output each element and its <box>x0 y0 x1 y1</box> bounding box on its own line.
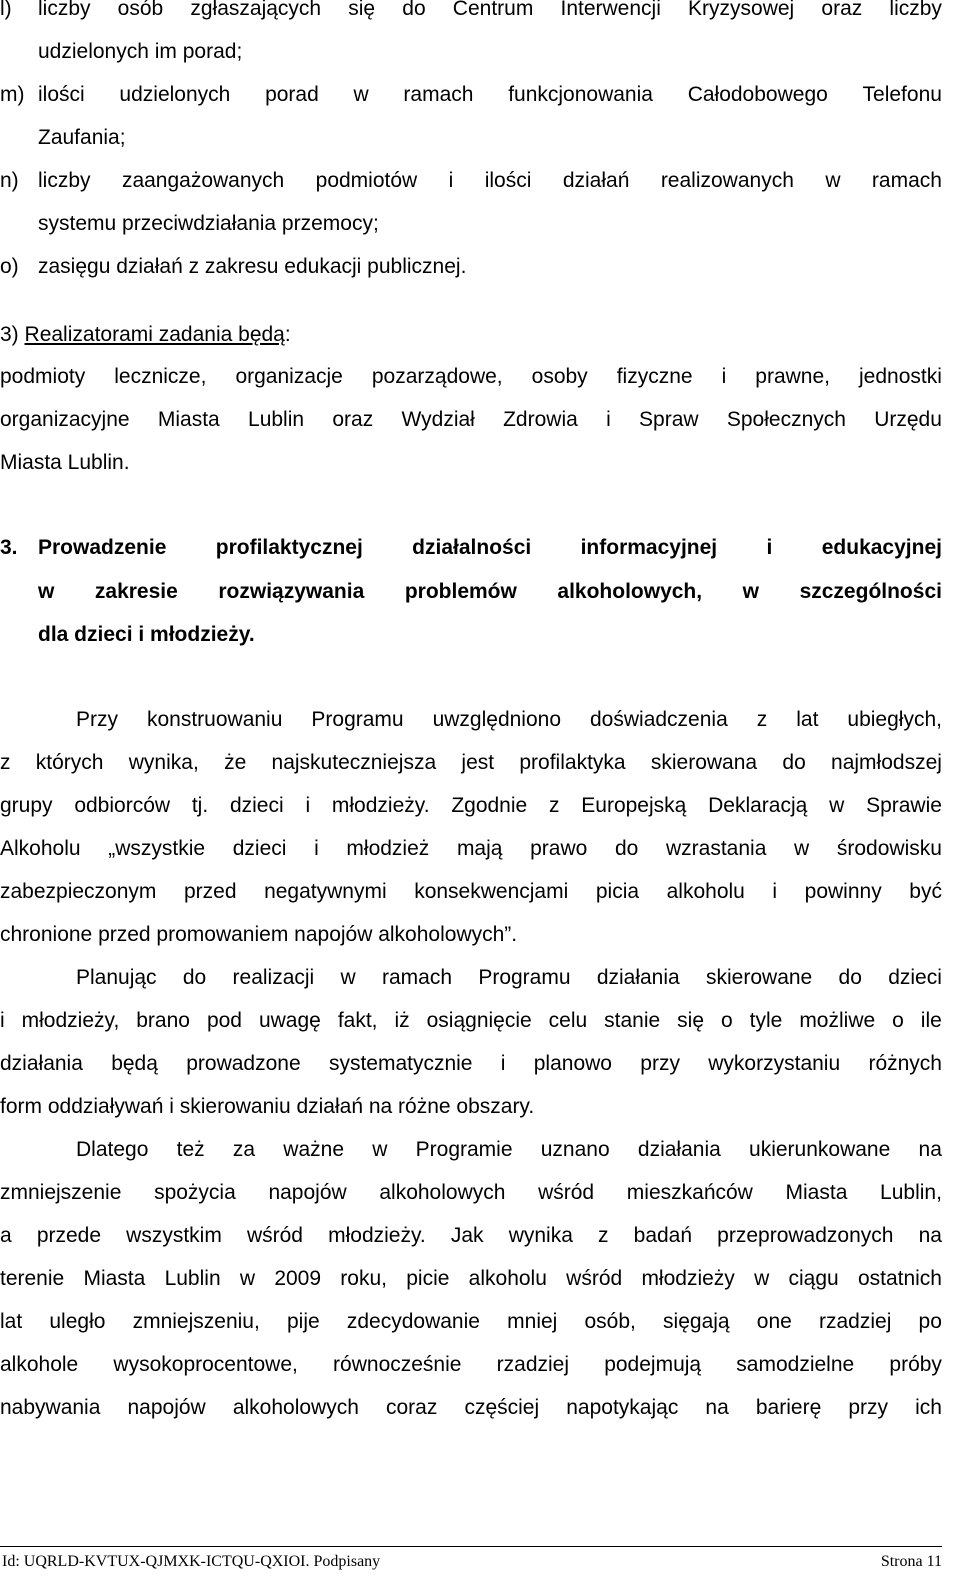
word: funkcjonowania <box>508 83 653 106</box>
word: których <box>35 751 104 774</box>
word: Centrum <box>452 0 534 20</box>
list-marker: n) <box>0 169 19 192</box>
word: lat <box>796 708 819 731</box>
word: tyle <box>749 1009 783 1032</box>
word: badań <box>633 1224 693 1247</box>
word: możliwe <box>799 1009 876 1032</box>
word: i <box>448 169 454 192</box>
word: problemów <box>404 580 517 603</box>
word: przede <box>36 1224 102 1247</box>
word: Programu <box>311 708 404 731</box>
word: młodzieży, <box>21 1009 120 1032</box>
word: Planując <box>76 966 157 989</box>
list-item-line <box>38 0 942 24</box>
word: do <box>838 966 862 989</box>
word: środowisku <box>836 837 942 860</box>
word: pod <box>206 1009 242 1032</box>
word: nabywania <box>0 1396 101 1419</box>
word: barierę <box>755 1396 822 1419</box>
word: zgłaszających <box>190 0 322 20</box>
word: najskuteczniejsza <box>271 751 437 774</box>
word: w <box>794 837 810 860</box>
paragraph-line <box>0 1350 942 1380</box>
word: ramach <box>871 169 942 192</box>
word: picia <box>595 880 640 903</box>
word: i <box>766 536 773 559</box>
word: i <box>500 1052 506 1075</box>
word: one <box>756 1310 792 1333</box>
word: ile <box>920 1009 942 1032</box>
word: sięgają <box>663 1310 730 1333</box>
word: w <box>754 1267 770 1290</box>
word: Miasta <box>83 1267 146 1290</box>
word: i <box>606 408 611 431</box>
word: Programu <box>478 966 571 989</box>
word: Dlatego <box>76 1138 149 1161</box>
word: picie <box>406 1267 450 1290</box>
word: w <box>340 966 356 989</box>
word: w <box>38 580 55 603</box>
word: fakt, <box>337 1009 378 1032</box>
word: wśród <box>538 1181 595 1204</box>
word: Prowadzenie <box>38 536 167 559</box>
word: oraz <box>332 408 374 431</box>
word: Urzędu <box>874 408 942 431</box>
word: prawne, <box>755 365 830 388</box>
word: planowo <box>533 1052 612 1075</box>
word: i <box>305 794 311 817</box>
word: dzieci <box>229 794 284 817</box>
word: roku, <box>340 1267 387 1290</box>
word: do <box>402 0 426 20</box>
word: w <box>825 169 841 192</box>
word: Miasta <box>157 408 220 431</box>
word: ciągu <box>788 1267 839 1290</box>
word: się <box>348 0 376 20</box>
footer-divider <box>0 1546 942 1547</box>
page-number: Strona 11 <box>880 1553 942 1570</box>
word: konstruowaniu <box>146 708 283 731</box>
paragraph-line <box>76 963 942 993</box>
list-item-line: Zaufania; <box>38 126 126 149</box>
word: ważne <box>283 1138 344 1161</box>
word: podmioty <box>0 365 86 388</box>
word: przy <box>848 1396 889 1419</box>
word: osoby <box>531 365 588 388</box>
word: zdecydowanie <box>346 1310 480 1333</box>
word: stanie <box>604 1009 661 1032</box>
word: oraz <box>821 0 863 20</box>
word: systematycznie <box>328 1052 473 1075</box>
word: rzadziej <box>819 1310 892 1333</box>
word: porad <box>265 83 319 106</box>
word: terenie <box>0 1267 65 1290</box>
word: Miasta <box>785 1181 848 1204</box>
word: równocześnie <box>333 1353 462 1376</box>
word: organizacyjne <box>0 408 130 431</box>
section-heading <box>0 320 942 350</box>
word: podejmują <box>604 1353 702 1376</box>
chapter-heading-line <box>38 533 942 563</box>
word: częściej <box>464 1396 540 1419</box>
word: ramach <box>381 966 453 989</box>
word: Programie <box>415 1138 513 1161</box>
word: alkoholowych, <box>557 580 703 603</box>
word: Sprawie <box>866 794 942 817</box>
word: Przy <box>76 708 118 731</box>
word: uwzględniono <box>432 708 562 731</box>
list-marker: o) <box>0 255 19 278</box>
word: wynika, <box>128 751 199 774</box>
word: pije <box>287 1310 320 1333</box>
word: być <box>909 880 942 903</box>
word: na <box>705 1396 729 1419</box>
word: a <box>0 1224 12 1247</box>
word: ich <box>915 1396 942 1419</box>
word: Interwencji <box>560 0 661 20</box>
list-marker: l) <box>0 0 12 20</box>
word: liczby <box>889 0 942 20</box>
word: szczególności <box>799 580 942 603</box>
word: osób, <box>584 1310 636 1333</box>
word: z <box>0 751 11 774</box>
word: wysokoprocentowe, <box>113 1353 298 1376</box>
word: wśród <box>566 1267 623 1290</box>
paragraph-line <box>0 877 942 907</box>
paragraph-line <box>0 834 942 864</box>
word: za <box>232 1138 256 1161</box>
word: napotykając <box>566 1396 679 1419</box>
word: tj. <box>191 794 209 817</box>
word: udzielonych <box>119 83 231 106</box>
section-body-line <box>0 362 942 392</box>
word: do <box>182 966 207 989</box>
word: edukacyjnej <box>821 536 942 559</box>
word: dzieci <box>888 966 942 989</box>
word: zakresie <box>94 580 178 603</box>
paragraph-line <box>76 705 942 735</box>
word: w <box>372 1138 388 1161</box>
word: celu <box>548 1009 588 1032</box>
word: i <box>314 837 319 860</box>
word: w <box>239 1267 256 1290</box>
word: fizyczne <box>616 365 693 388</box>
word: „wszystkie <box>108 837 206 860</box>
word: z <box>548 794 560 817</box>
word: próby <box>889 1353 942 1376</box>
word: pozarządowe, <box>371 365 503 388</box>
word: o <box>892 1009 904 1032</box>
word: działań <box>562 169 630 192</box>
word: i <box>721 365 727 388</box>
section-heading-underlined: Realizatorami zadania będą <box>24 323 285 346</box>
word: z <box>756 708 768 731</box>
word: działalności <box>412 536 532 559</box>
paragraph-line <box>0 748 942 778</box>
word: lecznicze, <box>114 365 207 388</box>
paragraph-line <box>0 1006 942 1036</box>
word: że <box>224 751 247 774</box>
word: w <box>742 580 760 603</box>
word: zmniejszenie <box>0 1181 122 1204</box>
word: alkoholu <box>666 880 745 903</box>
word: doświadczenia <box>590 708 728 731</box>
section-number: 3) <box>0 323 19 346</box>
word: Zgodnie <box>451 794 528 817</box>
word: Spraw <box>639 408 699 431</box>
word: ubiegłych, <box>847 708 942 731</box>
word: alkohole <box>0 1353 79 1376</box>
word: jednostki <box>859 365 942 388</box>
word: zabezpieczonym <box>0 880 157 903</box>
word: podmiotów <box>315 169 418 192</box>
word: młodzież <box>346 837 430 860</box>
word: uległo <box>49 1310 106 1333</box>
word: alkoholu <box>468 1267 547 1290</box>
section-body-line: Miasta Lublin. <box>0 451 130 474</box>
word: negatywnymi <box>264 880 387 903</box>
word: wszystkim <box>126 1224 222 1247</box>
list-item-line <box>38 80 942 110</box>
word: profilaktyka <box>519 751 626 774</box>
word: Telefonu <box>862 83 942 106</box>
word: młodzieży. <box>328 1224 426 1247</box>
word: Zdrowia <box>503 408 578 431</box>
word: alkoholowych <box>379 1181 506 1204</box>
word: samodzielne <box>736 1353 855 1376</box>
word: realizacji <box>232 966 315 989</box>
word: liczby <box>38 169 91 192</box>
word: liczby <box>38 0 91 20</box>
word: wzrastania <box>666 837 767 860</box>
word: i <box>772 880 778 903</box>
word: wśród <box>246 1224 303 1247</box>
word: ilości <box>38 83 85 106</box>
word: ukierunkowane <box>749 1138 891 1161</box>
word: o <box>721 1009 733 1032</box>
word: brano <box>136 1009 190 1032</box>
section-heading-suffix: : <box>284 323 291 346</box>
word: na <box>918 1138 942 1161</box>
word: profilaktycznej <box>215 536 363 559</box>
paragraph-line <box>0 1393 942 1423</box>
word: Kryzysowej <box>688 0 795 20</box>
word: osób <box>117 0 164 20</box>
word: zaangażowanych <box>121 169 285 192</box>
word: Alkoholu <box>0 837 81 860</box>
word: przeprowadzonych <box>717 1224 894 1247</box>
word: organizacje <box>235 365 343 388</box>
word: Lublin <box>248 408 305 431</box>
word: w <box>829 794 845 817</box>
word: uznano <box>540 1138 610 1161</box>
paragraph-line <box>0 1178 942 1208</box>
word: Lublin, <box>880 1181 942 1204</box>
paragraph-line <box>76 1135 942 1165</box>
word: informacyjnej <box>580 536 718 559</box>
word: Europejską <box>581 794 687 817</box>
word: mają <box>456 837 503 860</box>
word: Wydział <box>401 408 475 431</box>
word: mniej <box>507 1310 558 1333</box>
word: rzadziej <box>496 1353 570 1376</box>
list-item-line: udzielonych im porad; <box>38 40 243 63</box>
word: ilości <box>484 169 532 192</box>
chapter-heading-line <box>38 577 942 607</box>
word: działania <box>637 1138 721 1161</box>
word: przy <box>640 1052 680 1075</box>
paragraph-line: chronione przed promowaniem napojów alkoholowych”. <box>0 923 518 946</box>
word: będą <box>111 1052 158 1075</box>
word: lat <box>0 1310 23 1333</box>
word: młodzieży <box>641 1267 735 1290</box>
word: grupy <box>0 794 53 817</box>
list-item-line <box>38 166 942 196</box>
word: spożycia <box>154 1181 236 1204</box>
word: do <box>782 751 806 774</box>
word: po <box>918 1310 942 1333</box>
word: iż <box>394 1009 410 1032</box>
word: wykorzystaniu <box>708 1052 841 1075</box>
word: działania <box>596 966 680 989</box>
word: coraz <box>386 1396 438 1419</box>
word: rozwiązywania <box>218 580 365 603</box>
word: i <box>0 1009 5 1032</box>
word: realizowanych <box>660 169 794 192</box>
paragraph-line: form oddziaływań i skierowaniu działań na różne obszary. <box>0 1095 535 1118</box>
paragraph-line <box>0 1264 942 1294</box>
word: prowadzone <box>186 1052 301 1075</box>
paragraph-line <box>0 1221 942 1251</box>
word: różnych <box>868 1052 942 1075</box>
word: napojów <box>268 1181 347 1204</box>
word: do <box>614 837 639 860</box>
word: Jak <box>450 1224 484 1247</box>
word: Całodobowego <box>687 83 828 106</box>
word: napojów <box>127 1396 206 1419</box>
word: Deklaracją <box>708 794 808 817</box>
word: działania <box>0 1052 83 1075</box>
word: powinny <box>804 880 882 903</box>
word: jest <box>461 751 495 774</box>
word: konsekwencjami <box>414 880 569 903</box>
word: z <box>598 1224 609 1247</box>
word: prawo <box>530 837 588 860</box>
paragraph-line <box>0 1307 942 1337</box>
paragraph-line <box>0 791 942 821</box>
word: odbiorców <box>74 794 171 817</box>
word: skierowane <box>706 966 813 989</box>
document-id: Id: UQRLD-KVTUX-QJMXK-ICTQU-QXIOI. Podpisany <box>2 1553 381 1570</box>
chapter-heading-line: dla dzieci i młodzieży. <box>38 623 255 646</box>
word: osiągnięcie <box>426 1009 532 1032</box>
word: najmłodszej <box>831 751 942 774</box>
word: dzieci <box>232 837 287 860</box>
word: skierowana <box>650 751 758 774</box>
chapter-number: 3. <box>0 536 18 559</box>
word: się <box>677 1009 705 1032</box>
word: alkoholowych <box>232 1396 359 1419</box>
word: mieszkańców <box>626 1181 753 1204</box>
word: przed <box>183 880 237 903</box>
section-body-line <box>0 405 942 435</box>
word: na <box>918 1224 942 1247</box>
word: wynika <box>508 1224 573 1247</box>
paragraph-line <box>0 1049 942 1079</box>
word: ostatnich <box>857 1267 942 1290</box>
word: uwagę <box>258 1009 321 1032</box>
word: Społecznych <box>726 408 846 431</box>
word: 2009 <box>274 1267 322 1290</box>
word: też <box>176 1138 205 1161</box>
word: w <box>353 83 369 106</box>
word: Lublin <box>164 1267 221 1290</box>
word: młodzieży. <box>331 794 430 817</box>
list-item-line: zasięgu działań z zakresu edukacji publicznej. <box>38 255 467 278</box>
word: zmniejszeniu, <box>132 1310 260 1333</box>
list-marker: m) <box>0 83 25 106</box>
word: ramach <box>403 83 474 106</box>
list-item-line: systemu przeciwdziałania przemocy; <box>38 212 379 235</box>
